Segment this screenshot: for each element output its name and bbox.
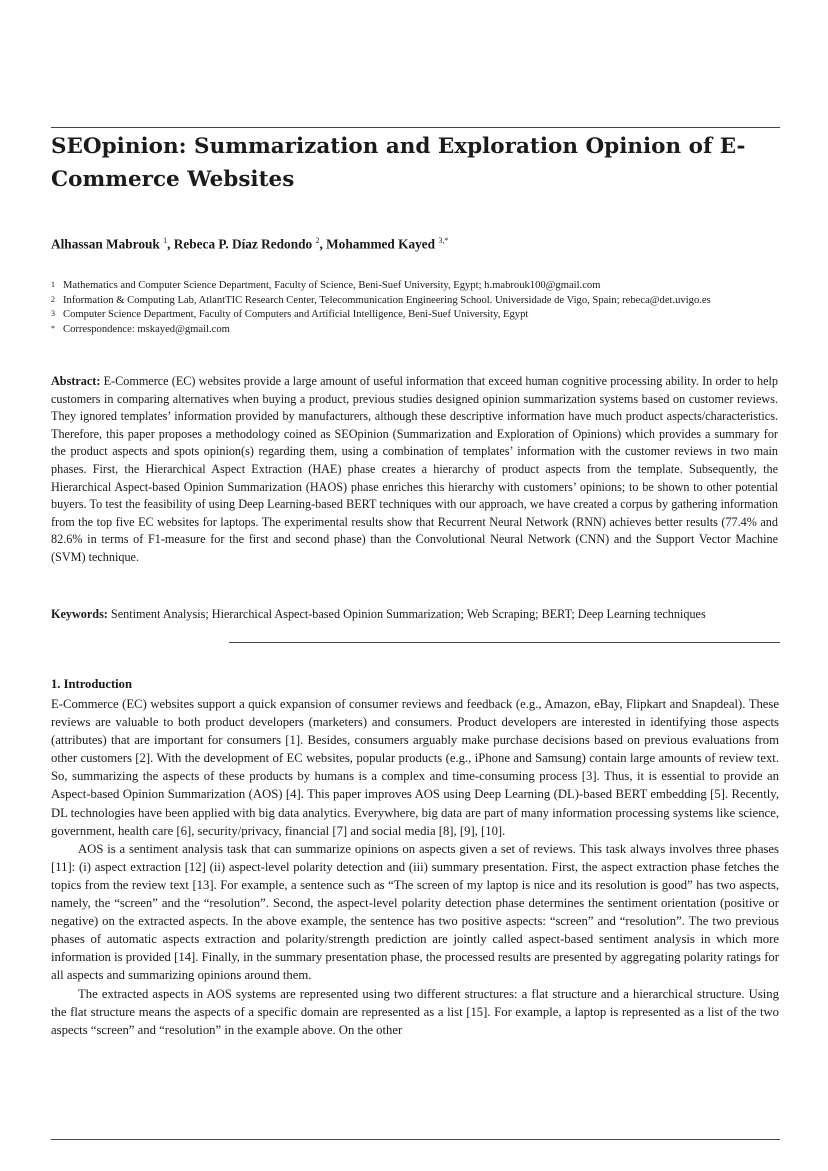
section-divider bbox=[229, 642, 780, 643]
affiliation-text: Information & Computing Lab, AtlantTIC Research Center, Telecommunication Engineering School. Universidade de Vigo, Spain; rebeca@det.uvigo.es bbox=[63, 294, 711, 306]
affiliation-mark: 2 bbox=[51, 294, 55, 304]
affiliation-item bbox=[51, 308, 781, 323]
body-paragraph: E-Commerce (EC) websites support a quick expansion of consumer reviews and feedback (e.g., Amazon, eBay, Flipkart and Snapdeal). These reviews are valuable to both product developers (marketers) and consumers. Product developers are interested in identifying those aspects (attributes) that are important for consumers [1]. Besides, consumers arguably make purchase decisions based on previous evaluations from other customers [2]. With the development of EC websites, popular products (e.g., iPhone and Samsung) contain large amounts of review text. So, summarizing the aspects of these products by humans is a complex and time-consuming process [3]. Thus, it is essential to provide an Aspect-based Opinion Summarization (AOS) [4]. This paper improves AOS using Deep Learning (DL)-based BERT embedding [5]. Recently, DL technologies have been applied with big data analytics. Everywhere, big data are part of many information processing systems like science, government, health care [6], security/privacy, financial [7] and social media [8], [9], [10]. bbox=[51, 697, 779, 838]
affiliation-item bbox=[51, 323, 781, 338]
author-affiliation-mark: 2 bbox=[315, 236, 320, 245]
top-rule bbox=[51, 127, 780, 128]
keywords-text: Sentiment Analysis; Hierarchical Aspect-based Opinion Summarization; Web Scraping; BERT; Deep Learning techniques bbox=[110, 607, 706, 621]
affiliation-mark: 1 bbox=[51, 280, 55, 289]
affiliation-item bbox=[51, 294, 781, 309]
author-affiliation-mark: 3,* bbox=[438, 236, 449, 245]
correspondence-text: Correspondence: mskayed@gmail.com bbox=[63, 323, 230, 335]
section-heading: 1. Introduction bbox=[51, 677, 132, 691]
bottom-rule bbox=[51, 1139, 780, 1140]
author-name: Rebeca P. Díaz Redondo bbox=[173, 236, 313, 252]
body-paragraph: AOS is a sentiment analysis task that can summarize opinions on aspects given a set of reviews. This task always involves three phases [11]: (i) aspect extraction [12] (ii) aspect-level polarity detection and (iii) summary presentation. First, the aspect extraction phase fetches the topics from the review text [13]. For example, a sentence such as “The screen of my laptop is nice and its resolution is good” has two aspects, namely, the “screen” and the “resolution”. Second, the aspect-level polarity detection phase determines the sentiment orientation (positive or negative) on the extracted aspects. In the above example, the sentence has two positive aspects: “screen” and “resolution”. The two previous phases of automatic aspects extraction and polarity/strength prediction are jointly called aspect-based sentiment analysis in which more information is provided [14]. Finally, in the summary presentation phase, the processed results are presented by aggregating polarity ratings for all aspects and summarizing opinions around them. bbox=[51, 841, 779, 983]
abstract bbox=[51, 373, 778, 567]
author-list: Alhassan Mabrouk $^1$, Rebeca P. Díaz Redondo $^2$, Mohammed Kayed $^{3,*}$ bbox=[51, 236, 449, 252]
author-name: Alhassan Mabrouk bbox=[51, 236, 160, 252]
paper-title: SEOpinion: Summarization and Exploration Opinion of E-Commerce Websites bbox=[51, 134, 746, 192]
affiliation-text: Mathematics and Computer Science Department, Faculty of Science, Beni-Suef University, Egypt; h.mabrouk100@gmail.com bbox=[63, 280, 601, 291]
affiliation-mark: 3 bbox=[51, 309, 55, 318]
affiliation-item bbox=[51, 279, 781, 294]
abstract-text: E-Commerce (EC) websites provide a large amount of useful information that exceed human cognitive processing ability. In order to help customers in comparing alternatives when buying a product, previous studies designed opinion summarization systems based on customer reviews. They ignored templates’ information provided by manufacturers, although these descriptive information have much product aspects/characteristics. Therefore, this paper proposes a methodology coined as SEOpinion (Summarization and Exploration of Opinions) which provides a summary for the product aspects and spots opinion(s) regarding them, using a combination of templates’ information with the customer reviews in two main phases. First, the Hierarchical Aspect Extraction (HAE) phase creates a hierarchy of product aspects from the template. Subsequently, the Hierarchical Aspect-based Opinion Summarization (HAOS) phase enriches this hierarchy with customers’ opinions; to be shown to other potential buyers. To test the feasibility of using Deep Learning-based BERT techniques with our approach, we have created a corpus by gathering information from the top five EC websites for laptops. The experimental results show that Recurrent Neural Network (RNN) achieves better results (77.4% and 82.6% in terms of F1-measure for the first and second phase) than the Convolutional Neural Network (CNN) and the Support Vector Machine (SVM) technique. bbox=[51, 374, 778, 564]
author-name: Mohammed Kayed bbox=[326, 236, 436, 252]
affiliation-mark: * bbox=[51, 323, 55, 333]
affiliation-list bbox=[51, 279, 781, 337]
keywords bbox=[51, 606, 781, 623]
body-paragraph: The extracted aspects in AOS systems are represented using two different structures: a flat structure and a hierarchical structure. Using the flat structure means the aspects of a specific domain are represented as a list [15]. For example, a laptop is represented as a list of the two aspects “screen” and “resolution” in the example above. On the other bbox=[51, 986, 779, 1037]
section-body bbox=[51, 695, 779, 1039]
keywords-label: Keywords: bbox=[51, 607, 108, 621]
affiliation-text: Computer Science Department, Faculty of Computers and Artificial Intelligence, Beni-Suef University, Egypt bbox=[63, 309, 529, 320]
abstract-label: Abstract: bbox=[51, 374, 101, 388]
author-affiliation-mark: 1 bbox=[163, 236, 168, 245]
